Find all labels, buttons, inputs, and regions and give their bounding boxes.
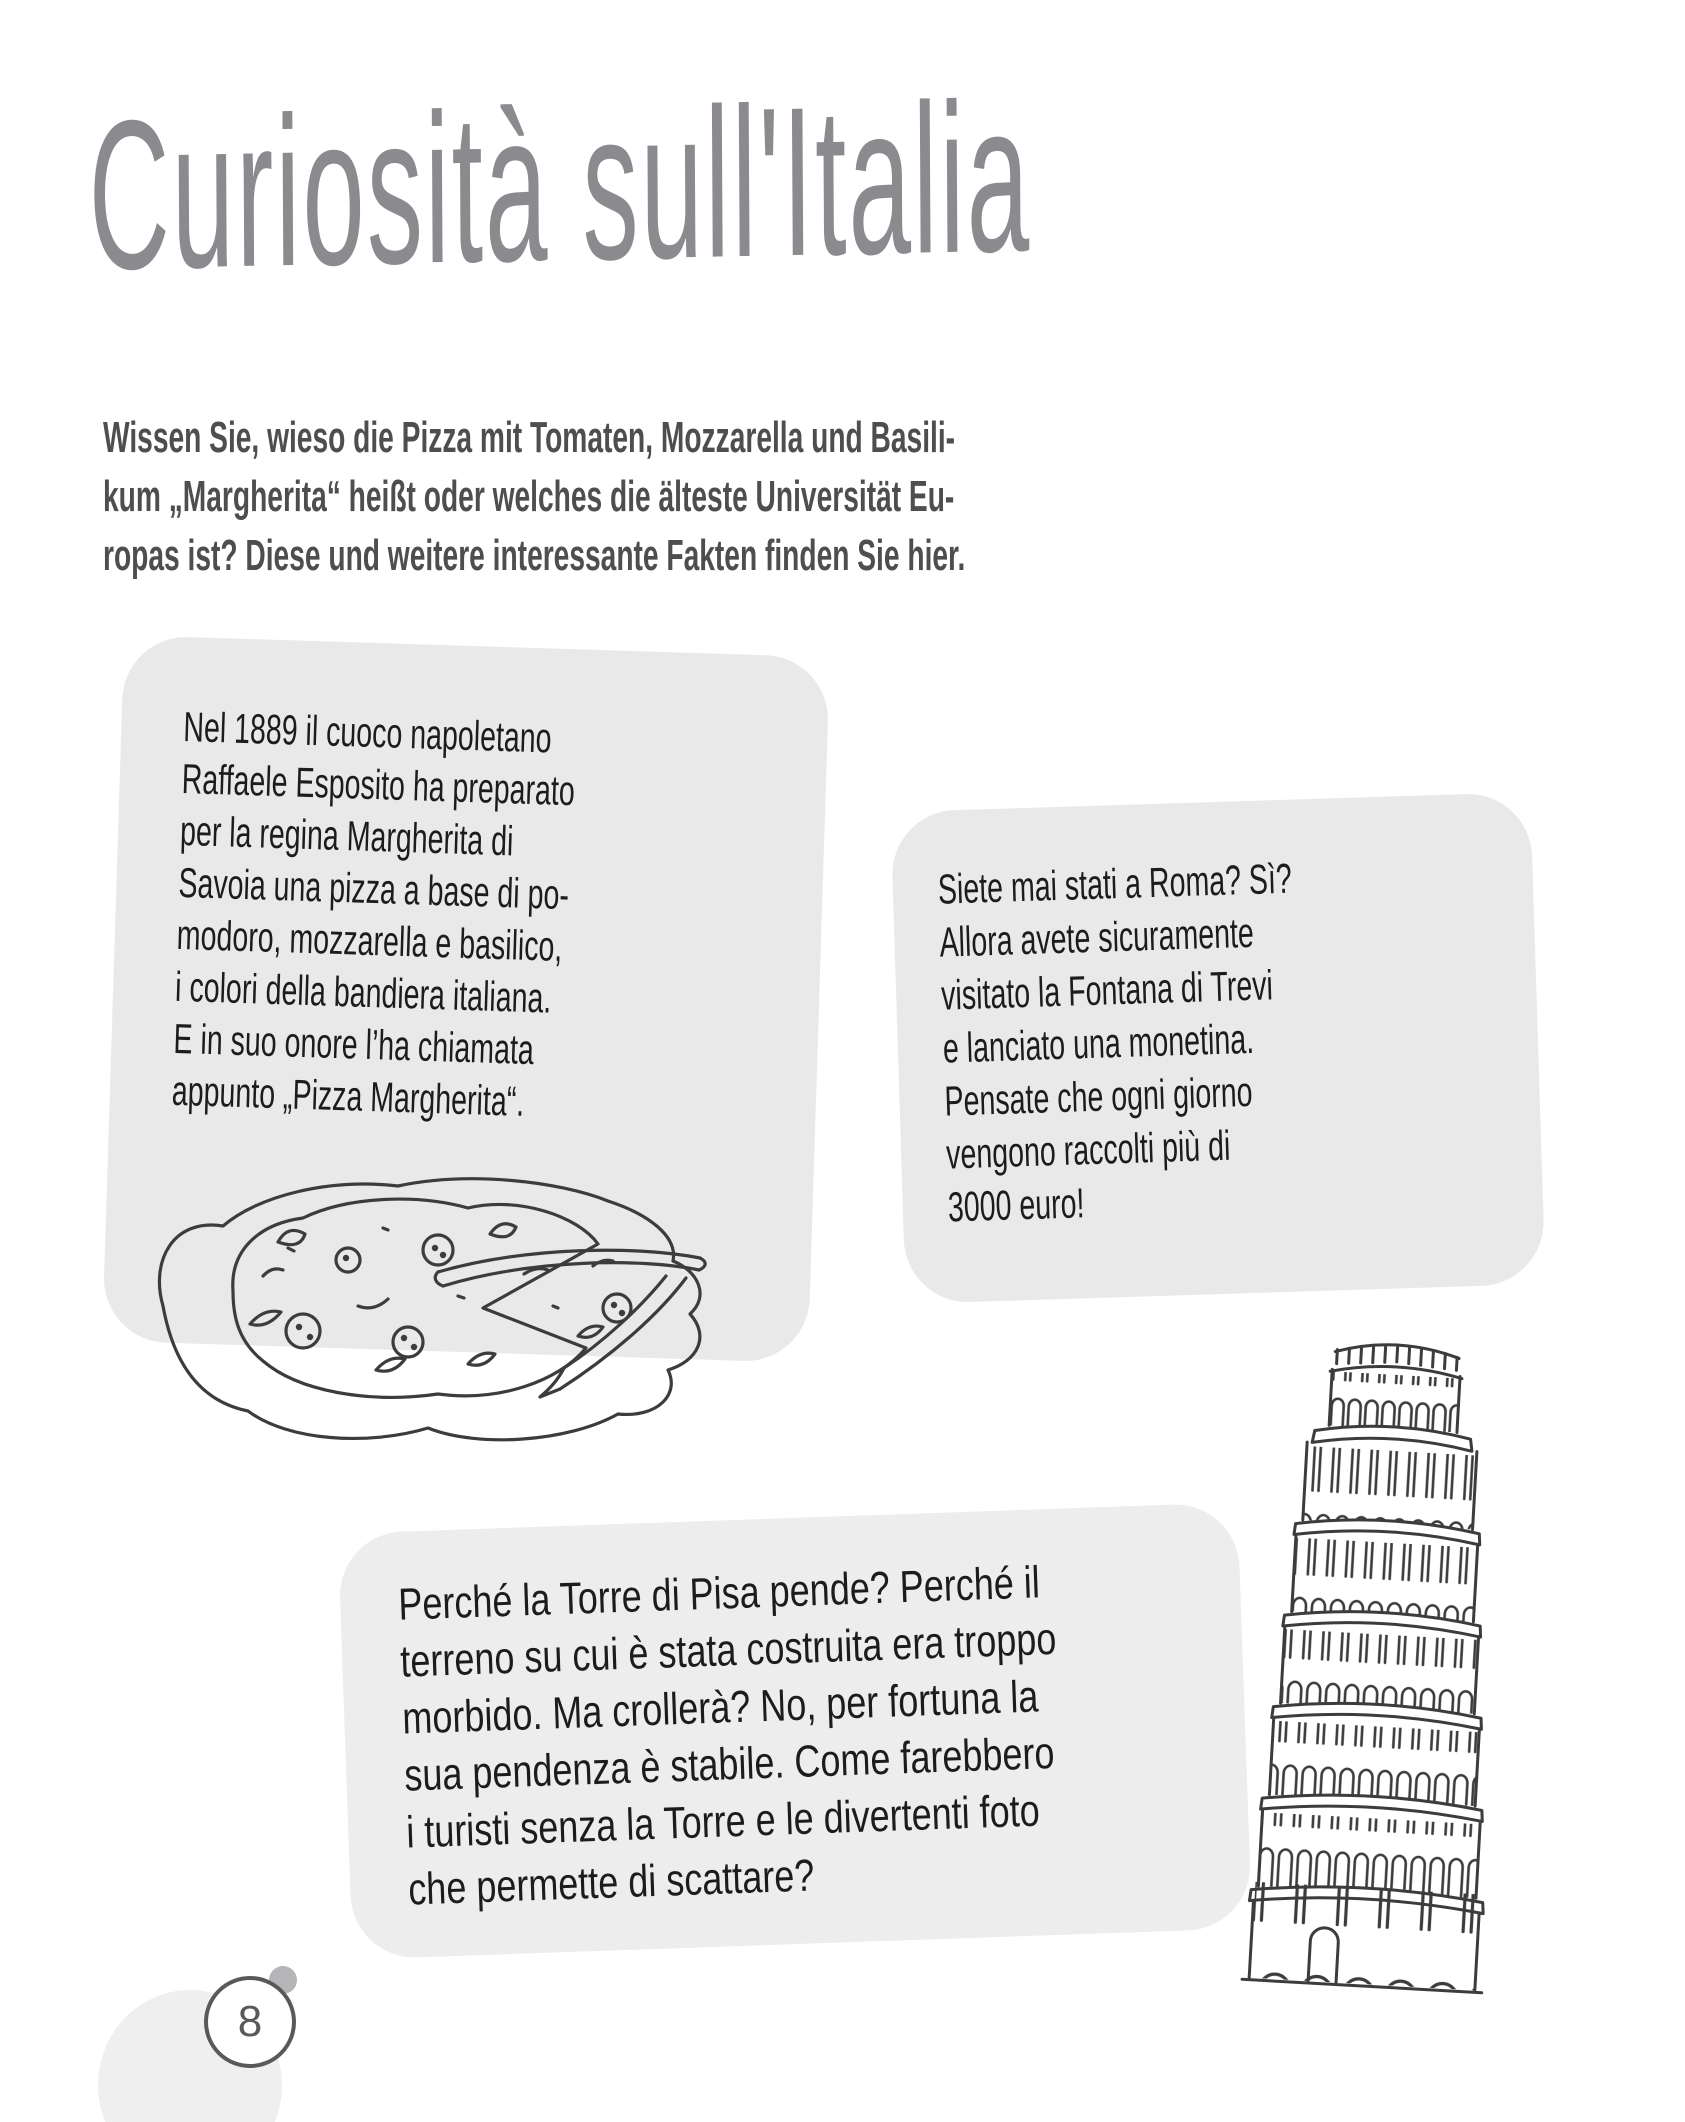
fact-line: morbido. Ma crollerà? No, per fortuna la	[401, 1670, 1040, 1744]
fact-line: Pensate che ogni giorno	[943, 1067, 1254, 1125]
page-number: 8	[237, 1997, 263, 2046]
fact-line: Savoia una pizza a base di po-	[177, 858, 570, 919]
fact-box-torre-di-pisa	[338, 1502, 1252, 1959]
fact-line: vengono raccolti più di	[945, 1121, 1231, 1178]
fact-line: 3000 euro!	[947, 1179, 1086, 1231]
fact-line: appunto „Pizza Margherita“.	[171, 1066, 525, 1125]
fact-box-text	[397, 1553, 1065, 1918]
page-title: Curiosità sull'Italia	[88, 59, 1032, 316]
fact-line: Siete mai stati a Roma? Sì?	[937, 854, 1293, 913]
fact-line: terreno su cui è stata costruita era troppo	[399, 1612, 1058, 1687]
fact-box-fontana-di-trevi	[890, 792, 1545, 1304]
fact-line: sua pendenza è stabile. Come farebbero	[403, 1726, 1056, 1801]
pizza-sketch-icon	[138, 1156, 748, 1466]
fact-line: Allora avete sicuramente	[938, 908, 1255, 966]
fact-box-text	[171, 701, 577, 1129]
fact-box-text	[937, 852, 1302, 1234]
fact-line: Perché la Torre di Pisa pende? Perché il	[397, 1556, 1041, 1630]
fact-line: e lanciato una monetina.	[942, 1014, 1255, 1072]
page-number-badge	[204, 1976, 296, 2068]
intro-line: kum „Margherita“ heißt oder welches die älteste Universität Eu-	[103, 472, 955, 521]
intro-line: ropas ist? Diese und weitere interessante Fakten finden Sie hier.	[103, 531, 966, 580]
fact-line: Raffaele Esposito ha preparato	[181, 754, 576, 815]
fact-line: modoro, mozzarella e basilico,	[176, 910, 564, 970]
fact-line: i turisti senza la Torre e le divertenti foto	[405, 1784, 1041, 1858]
fact-line: che permette di scattare?	[407, 1849, 816, 1915]
fact-line: i colori della bandiera italiana.	[174, 962, 553, 1022]
fact-line: Nel 1889 il cuoco napoletano	[182, 703, 553, 762]
fact-line: visitato la Fontana di Trevi	[940, 961, 1274, 1019]
intro-paragraph	[103, 408, 965, 585]
intro-line: Wissen Sie, wieso die Pizza mit Tomaten, Mozzarella und Basili-	[103, 413, 956, 462]
fact-line: per la regina Margherita di	[179, 806, 515, 865]
fact-line: E in suo onore l’ha chiamata	[172, 1014, 535, 1074]
leaning-tower-of-pisa-icon	[1212, 1328, 1512, 1996]
